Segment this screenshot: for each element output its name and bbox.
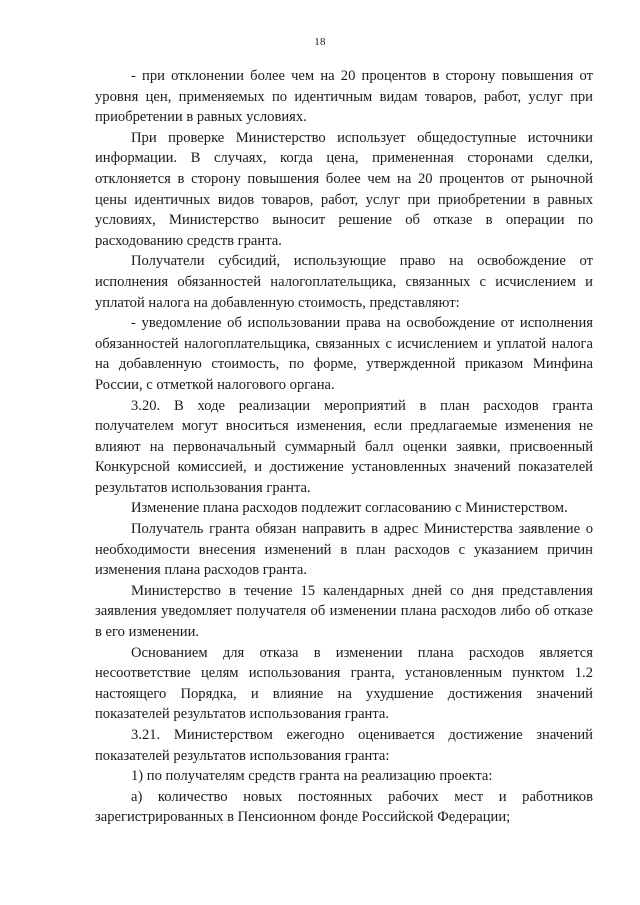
paragraph-ministry-check: При проверке Министерство использует общедоступные источники информации. В случаях, когда цена, примененная сторонами сделки, отклоняется в сторону повышения более чем на 20 процентов от рыночной цены идентичных видов товаров, работ, услуг при приобретении в равных условиях, Министерство выносит решение об отказе в операции по расходованию средств гранта. (95, 129, 593, 249)
paragraph-3-21: 3.21. Министерством ежегодно оценивается достижение значений показателей результатов использования гранта: (95, 727, 593, 764)
paragraph-price-deviation: - при отклонении более чем на 20 процентов в сторону повышения от уровня цен, применяемых по идентичным видам товаров, работ, услуг при приобретении в равных условиях. (95, 68, 593, 126)
list-item-1: 1) по получателям средств гранта на реализацию проекта: (131, 768, 493, 785)
paragraph-review-period: Министерство в течение 15 календарных дней со дня представления заявления уведомляет получателя об изменении плана расходов либо об отказе в его изменении. (95, 582, 593, 641)
paragraph-plan-approval: Изменение плана расходов подлежит согласованию с Министерством. (131, 500, 568, 517)
paragraph-refusal-grounds: Основанием для отказа в изменении плана расходов является несоответствие целям использования гранта, установленным пунктом 1.2 настоящего Порядка, и влияние на ухудшение достижения значений показателей результатов использования гранта. (95, 644, 593, 723)
page-number: 18 (314, 36, 326, 48)
list-item-a: а) количество новых постоянных рабочих мест и работников зарегистрированных в Пенсионном фонде Российской Федерации; (95, 788, 593, 826)
document-body (95, 66, 593, 828)
paragraph-change-request: Получатель гранта обязан направить в адрес Министерства заявление о необходимости внесения изменений в план расходов с указанием причин изменения плана расходов гранта. (95, 521, 593, 579)
paragraph-3-20: 3.20. В ходе реализации мероприятий в план расходов гранта получателем могут вноситься изменения, если предлагаемые изменения не влияют на первоначальный суммарный балл оценки заявки, присвоенный Конкурсной комиссией, и достижение установленных значений показателей результатов использования гранта. (95, 397, 593, 496)
paragraph-vat-exemption: Получатели субсидий, использующие право на освобождение от исполнения обязанностей налогоплательщика, связанных с исчислением и уплатой налога на добавленную стоимость, представляют: (95, 253, 593, 311)
paragraph-exemption-notice: - уведомление об использовании права на освобождение от исполнения обязанностей налогоплательщика, связанных с исчислением и уплатой налога на добавленную стоимость, по форме, утвержденной приказом Минфина России, с отметкой налогового органа. (95, 315, 593, 393)
